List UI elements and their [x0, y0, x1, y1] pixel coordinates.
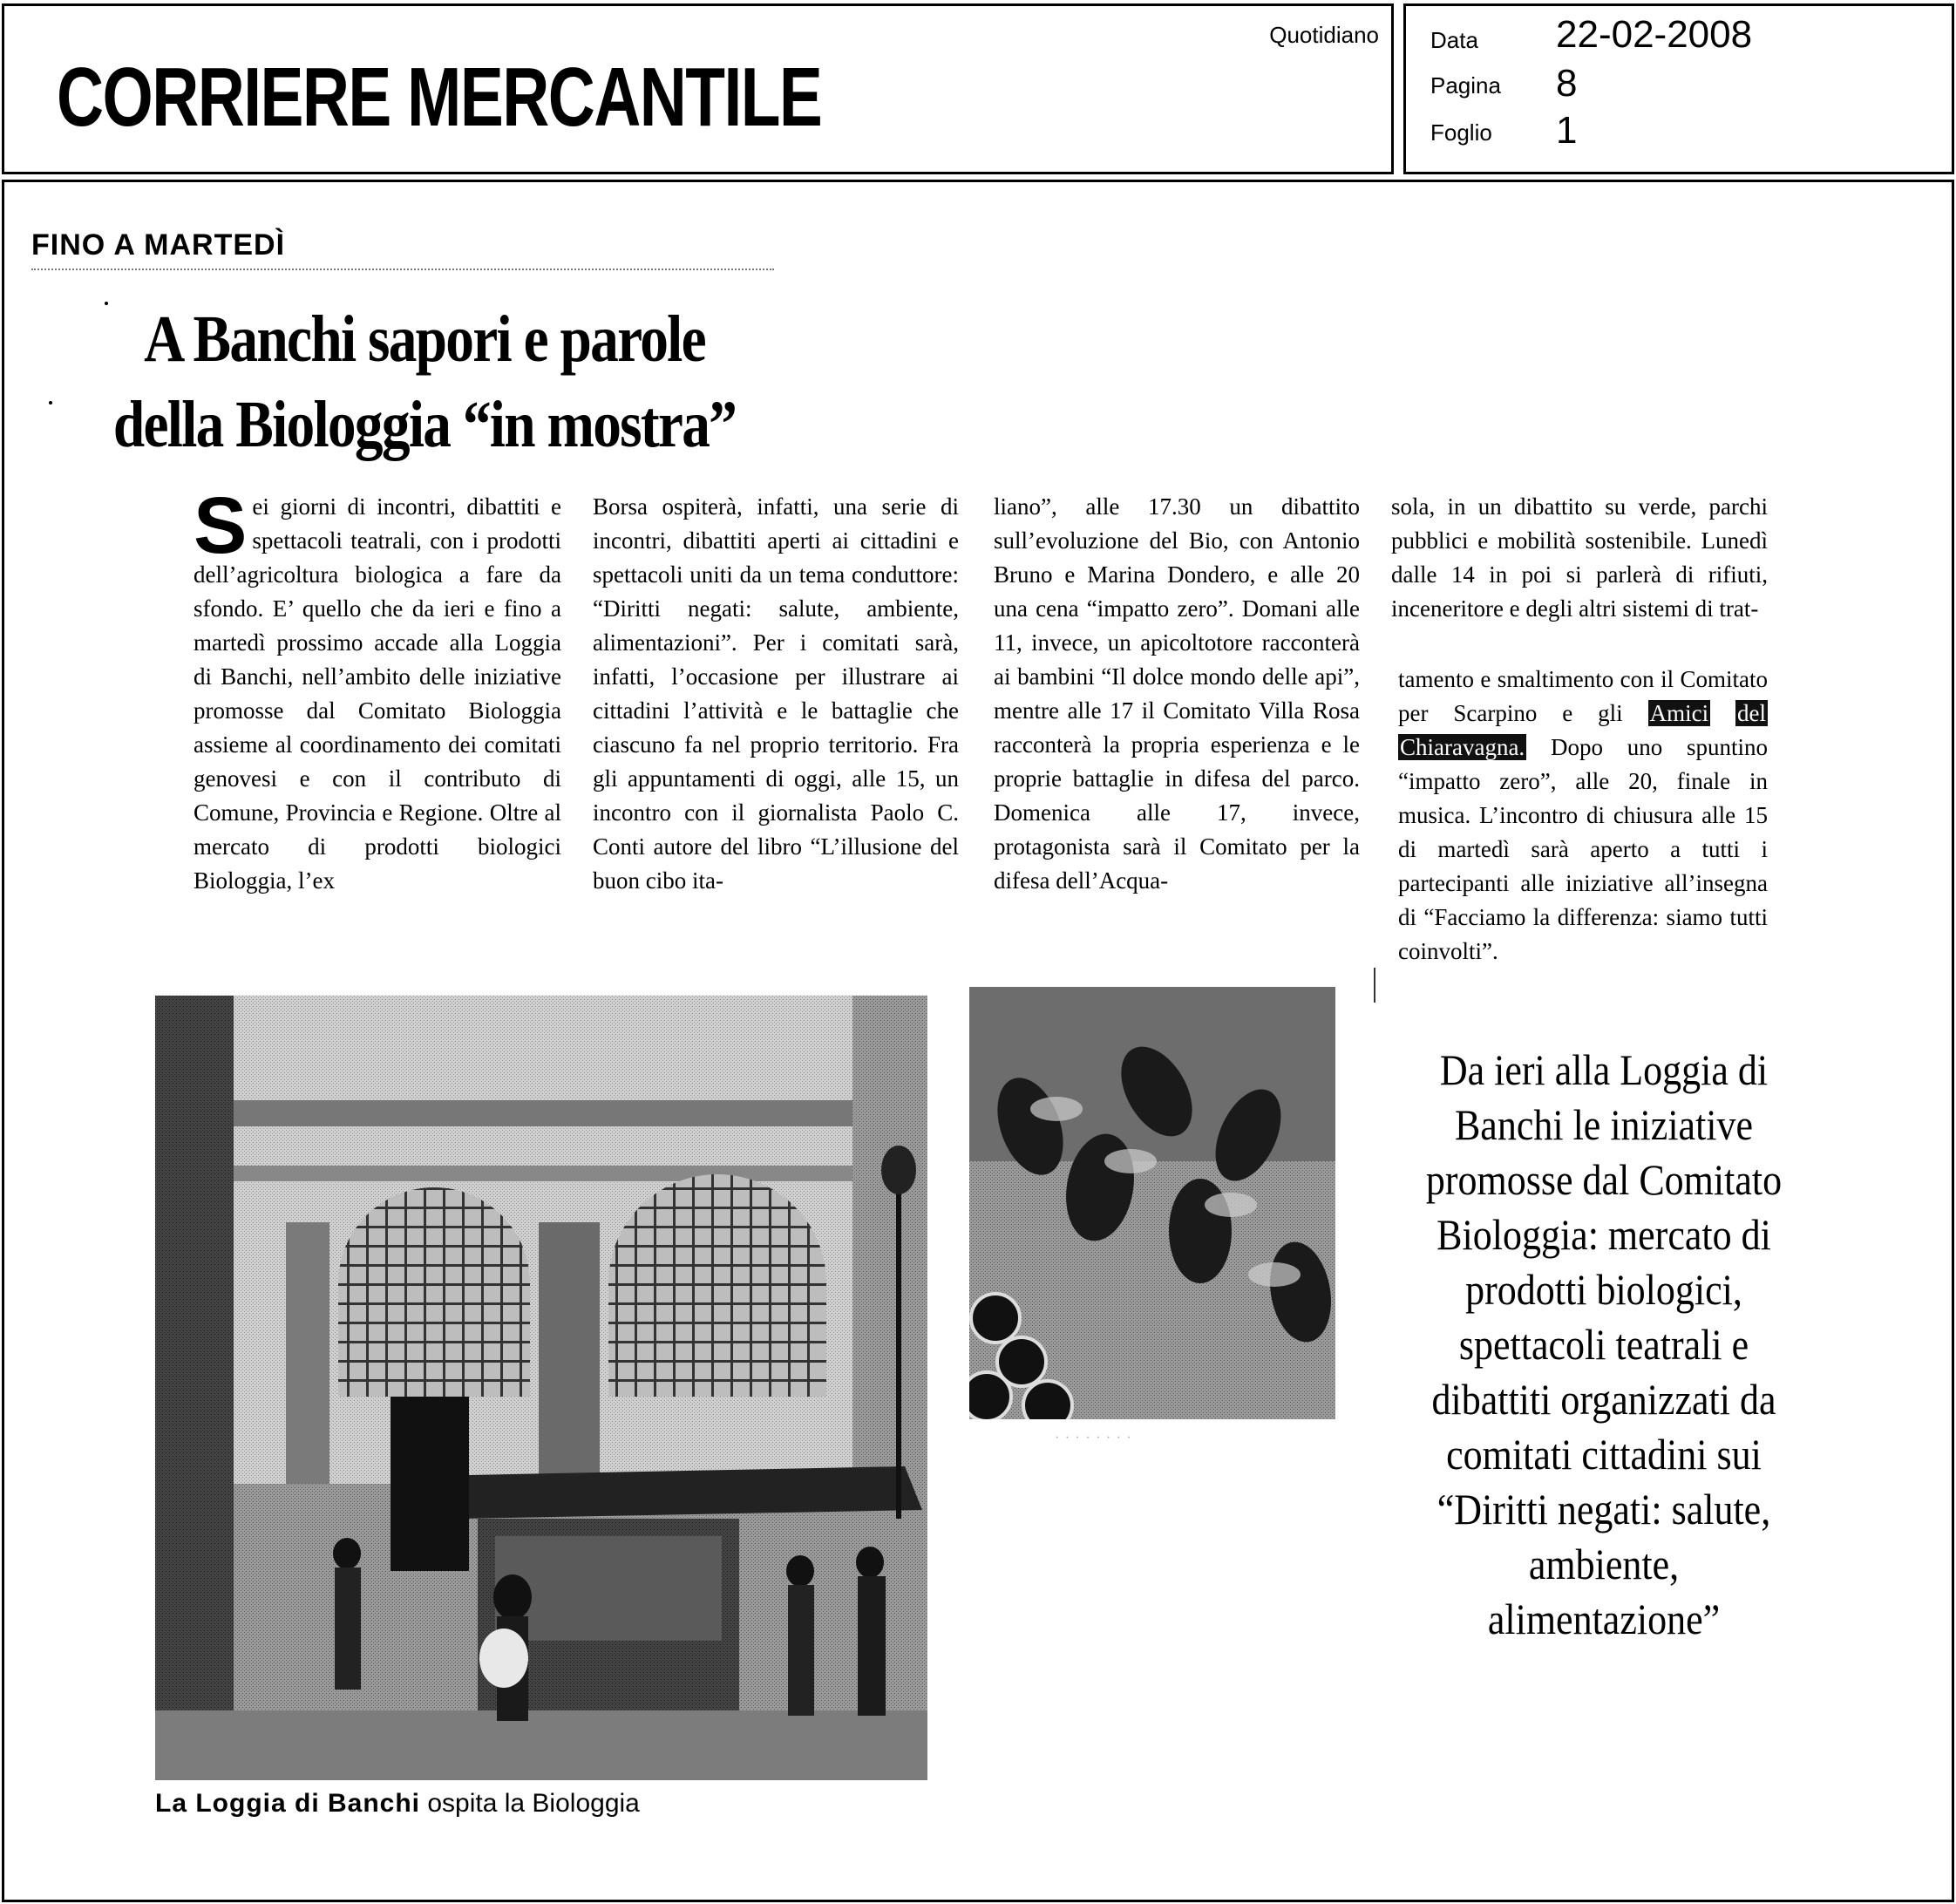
headline-line-1: A Banchi sapori e parole [144, 303, 705, 376]
scan-speck [49, 401, 52, 405]
sheet-label: Foglio [1430, 119, 1492, 146]
date-value: 22-02-2008 [1556, 13, 1753, 56]
date-label: Data [1430, 27, 1478, 53]
kicker-rule [31, 269, 774, 270]
loggia-photo [155, 996, 927, 1780]
caption-bold: La Loggia di Banchi [155, 1789, 421, 1818]
frequency-label: Quotidiano [1269, 22, 1379, 48]
headline-line-2: della Biologgia “in mostra” [112, 388, 737, 461]
kicker: FINO A MARTEDÌ [31, 228, 286, 262]
masthead-box [2, 3, 1394, 174]
article-column-2: Borsa ospiterà, infatti, una serie di incontri, dibattiti aperti ai cittadini e spettacoli uniti da un tema conduttore: “Diritti negati: salute, ambiente, alimentazioni”. Per i comitati sarà, infatti, l’occasione per illustrare ai cittadini l’attività e le battaglie che ciascuno fa nel proprio territorio. Fra gli appuntamenti di oggi, alle 15, un incontro con il giornalista Paolo C. Conti autore del libro “L’illusione del buon cibo ita- [593, 493, 959, 894]
highlight-del: del [1737, 700, 1766, 726]
dropcap: S [194, 481, 248, 570]
scan-speck [105, 302, 108, 305]
page-label: Pagina [1430, 72, 1501, 99]
article-column-4-top: sola, in un dibattito su verde, parchi pubblici e mobilità sostenibile. Lunedì dalle 14 in poi si parlerà di rifiuti, inceneritore e degli altri sistemi di trat- [1391, 493, 1768, 622]
bees-photo [969, 987, 1335, 1419]
pull-quote: Da ieri alla Loggia di Banchi le iniziative promosse dal Comitato Biologgia: mercato di prodotti biologici, spettacoli teatrali e dibattiti organizzati da comitati cittadini sui “Diritti negati: salute, ambiente, alimentazione” [1425, 1045, 1783, 1643]
bees-photo-illustration [969, 987, 1335, 1419]
sheet-value: 1 [1556, 109, 1578, 152]
meta-box [1403, 3, 1954, 174]
headline [87, 296, 762, 467]
article-column-4-bottom [1398, 663, 1768, 969]
page-value: 8 [1556, 62, 1578, 105]
highlight-chiaravagna: Chiaravagna. [1400, 734, 1525, 760]
masthead: CORRIERE MERCANTILE [57, 51, 822, 144]
loggia-photo-illustration [155, 996, 927, 1780]
photo-caption [155, 1789, 640, 1819]
caption-text: ospita la Biologgia [420, 1789, 640, 1818]
column-1-text: ei giorni di incontri, dibattiti e spettacoli teatrali, con i prodotti dell’agricoltura biologica a fare da sfondo. E’ quello che da ieri e fino a martedì prossimo accade alla Loggia di Banchi, nell’ambito delle iniziative promosse dal Comitato Biologgia assieme al coordinamento dei comitati genovesi e con il contributo di Comune, Provincia e Regione. Oltre al mercato di prodotti biologici Biologgia, l’ex [194, 493, 561, 894]
photo-credit-smudge: · · · · · · · · [1055, 1430, 1132, 1445]
article-column-3: liano”, alle 17.30 un dibattito sull’evoluzione del Bio, con Antonio Bruno e Marina Dondero, e alle 20 una cena “impatto zero”. Domani alle 11, invece, un apicoltotore racconterà ai bambini “Il dolce mondo delle api”, mentre alle 17 il Comitato Villa Rosa racconterà la propria esperienza e le proprie battaglie in difesa del parco. Domenica alle 17, invece, protagonista sarà il Comitato per la difesa dell’Acqua- [994, 493, 1360, 894]
column-4-text-a: tamento e smaltimento con il Comitato per Scarpino e gli [1398, 666, 1768, 726]
article-column-1 [194, 481, 561, 898]
highlight-amici: Amici [1649, 700, 1709, 726]
margin-mark [1374, 968, 1375, 1003]
column-4-text-b: Dopo uno spuntino “impatto zero”, alle 20, finale in musica. L’incontro di chiusura alle 15 di martedì sarà aperto a tutti i partecipanti alle iniziative all’insegna di “Facciamo la differenza: siamo tutti coinvolti”. [1398, 734, 1768, 964]
